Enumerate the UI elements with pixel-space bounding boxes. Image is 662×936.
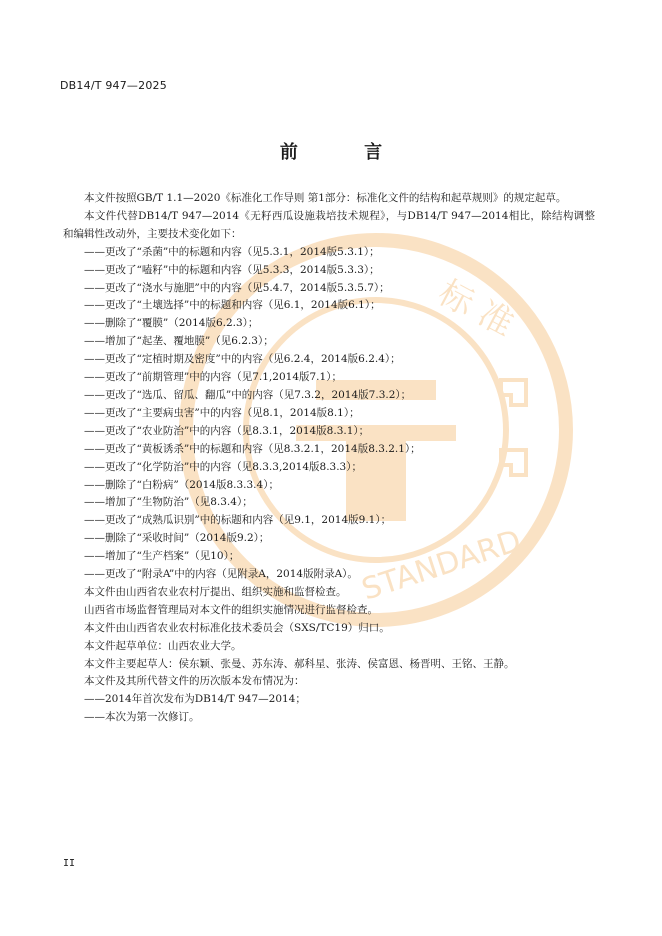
seal-text-top: 标 准 [431,272,521,345]
paragraph-drafting-rules: 本文件按照GB/T 1.1—2020《标准化工作导则 第1部分：标准化文件的结构和起草规则》的规定起草。 [84,192,567,204]
change-item: ——更改了“杀菌”中的标题和内容（见5.3.1，2014版5.3.1）； [84,245,380,258]
change-item: ——更改了“主要病虫害”中的内容（见8.1，2014版8.1）； [84,406,360,419]
change-item: ——删除了“采收时间”（2014版9.2）； [84,532,270,545]
change-item: ——更改了“前期管理”中的内容（见7.1,2014版7.1）； [84,371,342,384]
change-item: ——增加了“起垄、覆地膜”（见6.2.3）； [84,335,274,348]
change-item: ——更改了“成熟瓜识别”中的标题和内容（见9.1，2014版9.1）； [84,514,392,527]
page-title: 前 言 [279,142,413,163]
statement-history-intro: 本文件及其所代替文件的历次版本发布情况为： [84,675,305,688]
change-item: ——更改了“附录A”中的内容（见附录A，2014版附录A）。 [84,568,358,581]
statement-proposer: 本文件由山西省农业农村厅提出、组织实施和监督检查。 [84,585,347,598]
statement-committee: 本文件由山西省农业农村标准化技术委员会（SXS/TC19）归口。 [84,621,390,634]
history-item: ——2014年首次发布为DB14/T 947—2014； [84,693,306,706]
paragraph-replacement: 本文件代替DB14/T 947—2014《无籽西瓜设施栽培技术规程》，与DB14/T 947—2014相比，除结构调整和编辑性改动外，主要技术变化如下： [63,209,595,240]
change-item: ——更改了“嗑籽”中的标题和内容（见5.3.3，2014版5.3.3）； [84,263,380,276]
change-item: ——更改了“定植时期及密度”中的内容（见6.2.4，2014版6.2.4）； [84,353,401,366]
change-item: ——更改了“选瓜、留瓜、翻瓜”中的内容（见7.3.2，2014版7.3.2）； [84,388,412,401]
document-code: DB14/T 947—2025 [60,79,167,92]
statement-drafting-unit: 本文件起草单位：山西农业大学。 [84,639,242,652]
change-item: ——删除了“白粉病”（2014版8.3.3.4）； [84,478,279,491]
change-item: ——增加了“生物防治”（见8.3.4）； [84,496,253,509]
change-item: ——更改了“化学防治”中的内容（见8.3.3,2014版8.3.3）； [84,460,362,473]
change-item: ——更改了“黄板诱杀”中的标题和内容（见8.3.2.1，2014版8.3.2.1）； [84,442,421,455]
change-item: ——删除了“覆膜”（2014版6.2.3）； [84,317,259,330]
history-item: ——本次为第一次修订。 [84,711,200,724]
foreword-body [63,190,595,727]
page-number: II [63,858,76,869]
change-list [63,244,595,584]
change-item: ——增加了“生产档案”（见10）； [84,550,240,563]
change-item: ——更改了“土壤选择”中的标题和内容（见6.1，2014版6.1）； [84,299,381,312]
change-item: ——更改了“农业防治”中的内容（见8.3.1，2014版8.3.1）； [84,424,370,437]
seal-text-bottom: STANDARD [357,523,526,608]
statement-supervisor: 山西省市场监督管理局对本文件的组织实施情况进行监督检查。 [84,603,378,616]
statement-drafters: 本文件主要起草人：侯东颖、张曼、苏东涛、郝科星、张涛、侯富恩、杨晋明、王铭、王静。 [84,657,515,670]
change-item: ——更改了“浇水与施肥”中的内容（见5.4.7，2014版5.3.5.7）； [84,281,390,294]
